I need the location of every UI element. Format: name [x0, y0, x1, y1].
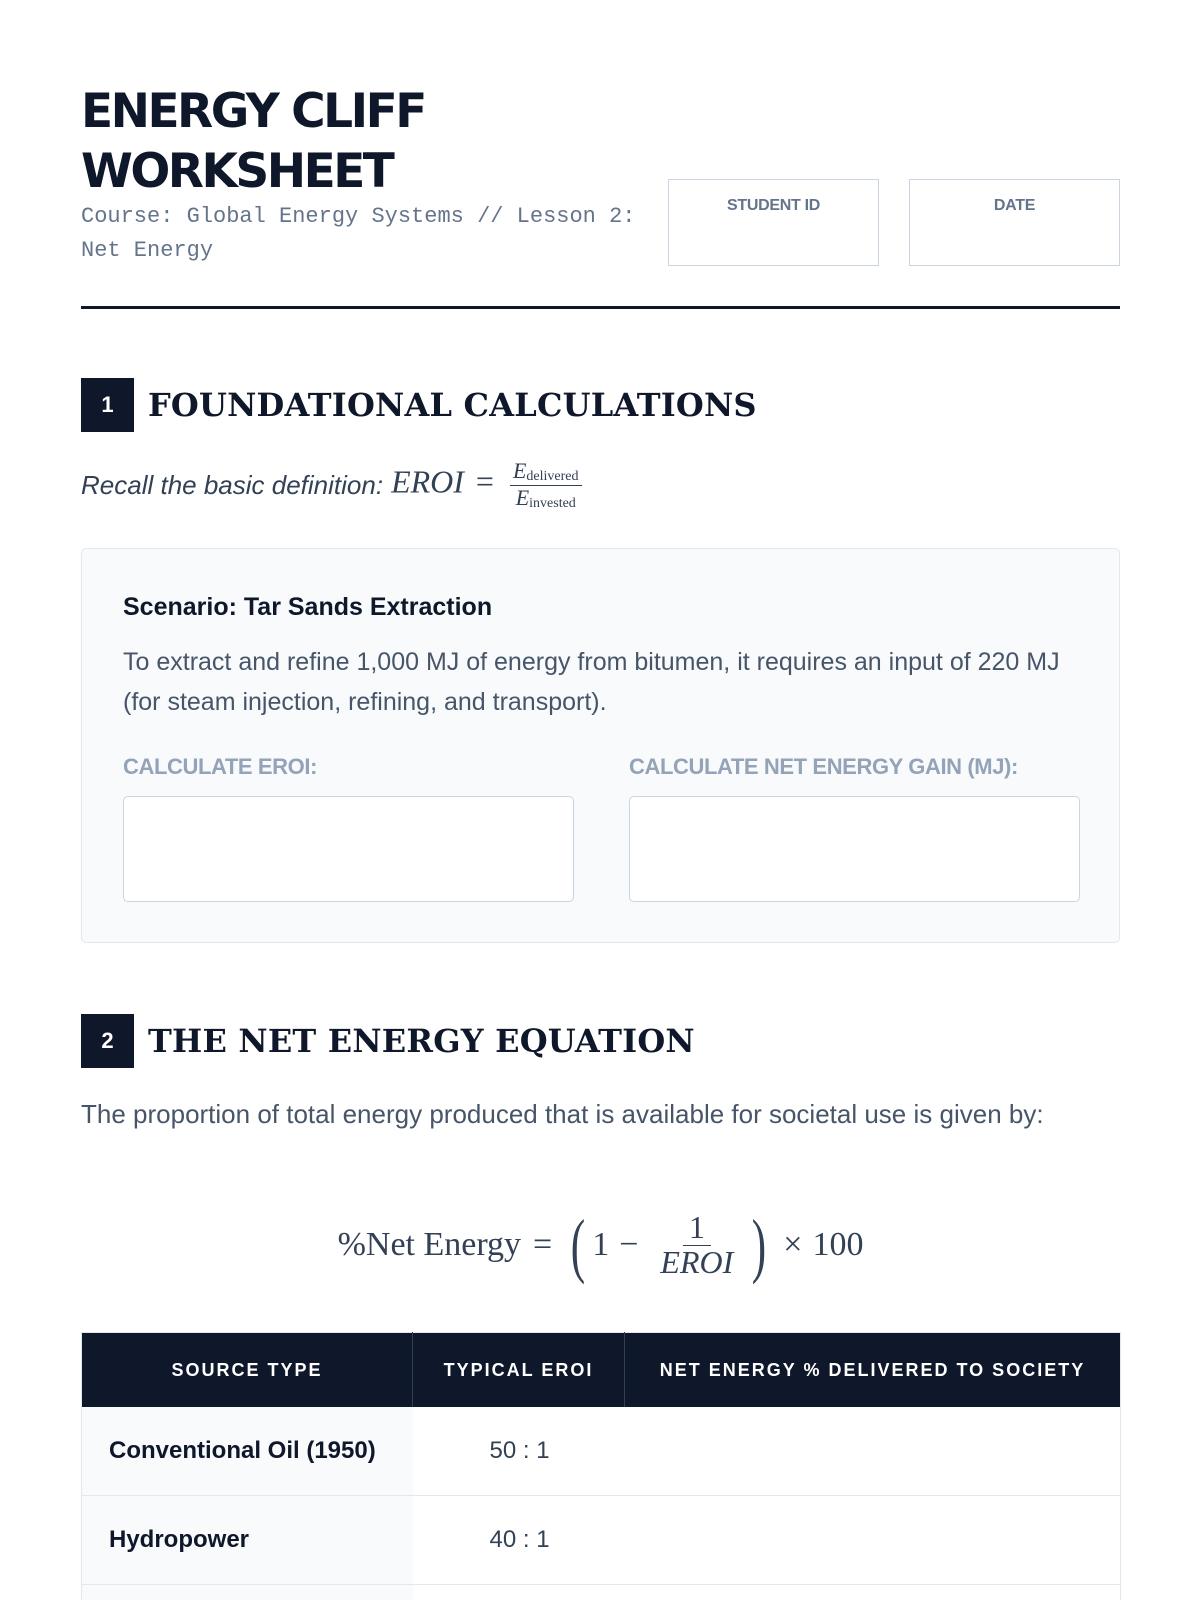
formula-lhs: %Net Energy: [337, 1226, 522, 1263]
net-energy-intro: The proportion of total energy produced that is available for societal use is given by:: [81, 1099, 1044, 1129]
inverse-eroi-fraction: [654, 1208, 739, 1280]
eroi-fraction: [510, 459, 582, 511]
source-cell: Conventional Oil (1950): [82, 1407, 413, 1496]
column-header-source-type: SOURCE TYPE: [82, 1333, 413, 1408]
page-title: ENERGY CLIFF WORKSHEET: [81, 84, 425, 199]
source-cell: Hydropower: [82, 1496, 413, 1585]
eroi-cell: [413, 1585, 625, 1600]
course-subtitle: Course: Global Energy Systems // Lesson 2: Net Energy: [81, 204, 636, 263]
close-paren: ): [752, 1205, 767, 1285]
eroi-cell: 40 : 1: [413, 1496, 625, 1585]
eroi-cell: 50 : 1: [413, 1407, 625, 1496]
denominator-subscript: invested: [529, 495, 576, 511]
header-divider: [81, 306, 1120, 309]
student-id-label: STUDENT ID: [726, 197, 820, 214]
net-energy-formula: [81, 1200, 1120, 1290]
section-2-title: THE NET ENERGY EQUATION: [148, 1022, 695, 1060]
eroi-table: [81, 1332, 1121, 1600]
denominator-variable: E: [515, 484, 530, 510]
formula-one: 1: [592, 1226, 610, 1263]
section-2-number: 2: [81, 1014, 134, 1068]
net-energy-answer-cell[interactable]: [625, 1585, 1121, 1600]
net-energy-answer-box[interactable]: [629, 796, 1080, 902]
recall-text: Recall the basic definition:: [81, 469, 384, 500]
source-cell: [82, 1585, 413, 1600]
column-header-typical-eroi: TYPICAL EROI: [413, 1333, 625, 1408]
formula-hundred: 100: [812, 1226, 864, 1263]
section-1-title: FOUNDATIONAL CALCULATIONS: [148, 386, 757, 424]
table-header-row: [82, 1333, 1121, 1408]
scenario-card: [81, 548, 1120, 943]
column-header-net-energy: NET ENERGY % DELIVERED TO SOCIETY: [625, 1333, 1121, 1408]
student-id-field[interactable]: [668, 179, 879, 266]
section-1-number: 1: [81, 378, 134, 432]
open-paren: (: [571, 1205, 586, 1285]
worksheet-page: [81, 0, 1120, 1600]
eroi-definition: [81, 455, 586, 515]
eroi-answer-box[interactable]: [123, 796, 574, 902]
net-energy-answer-cell[interactable]: [625, 1407, 1121, 1496]
fraction-numerator: [510, 459, 582, 486]
fraction-numerator: 1: [683, 1211, 711, 1246]
table-row: [82, 1585, 1121, 1600]
numerator-variable: E: [512, 457, 527, 483]
date-field[interactable]: [909, 179, 1120, 266]
formula-lhs: EROI: [391, 463, 464, 500]
table-row: [82, 1407, 1121, 1496]
scenario-text: To extract and refine 1,000 MJ of energy from bitumen, it requires an input of 220 MJ (for steam injection, refining, and transport).: [123, 648, 1060, 716]
formula-minus: −: [619, 1226, 639, 1263]
net-energy-answer-cell[interactable]: [625, 1496, 1121, 1585]
scenario-title: Scenario: Tar Sands Extraction: [123, 593, 493, 621]
table-row: [82, 1496, 1121, 1585]
fraction-denominator: [513, 486, 579, 512]
formula-equals: =: [475, 463, 494, 500]
formula-equals: =: [533, 1226, 553, 1263]
calculate-eroi-label: CALCULATE EROI:: [123, 754, 318, 779]
formula-times: ×: [783, 1226, 803, 1263]
calculate-net-energy-label: CALCULATE NET ENERGY GAIN (MJ):: [629, 754, 1018, 779]
eroi-definition-formula: [391, 459, 585, 511]
fraction-denominator: EROI: [660, 1243, 734, 1280]
numerator-subscript: delivered: [526, 468, 579, 484]
date-label: DATE: [993, 197, 1036, 214]
